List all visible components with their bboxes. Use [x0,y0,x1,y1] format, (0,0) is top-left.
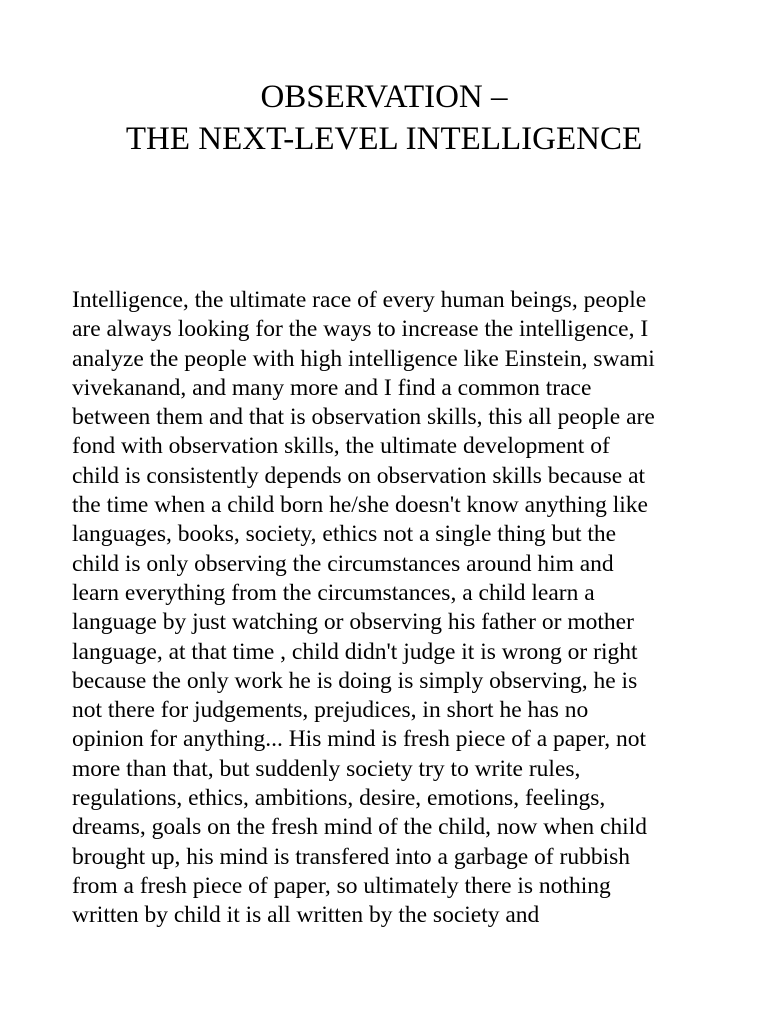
title-line-2: THE NEXT-LEVEL INTELLIGENCE [125,121,643,157]
body-line-18: regulations, ethics, ambitions, desire, emotions, feelings, [72,785,606,812]
body-line-1: Intelligence, the ultimate race of every human beings, people [72,287,647,313]
body-line-16: opinion for anything... His mind is fresh piece of a paper, not [72,726,647,753]
body-line-2: are always looking for the ways to increase the intelligence, I [72,316,649,343]
body-line-5: between them and that is observation skills, this all people are [72,404,655,431]
body-line-11: learn everything from the circumstances, a child learn a [72,579,595,606]
title-line-1: OBSERVATION – [260,79,508,115]
body-line-15: not there for judgements, prejudices, in short he has no [72,697,589,724]
body-line-19: dreams, goals on the fresh mind of the child, now when child [72,814,647,841]
body-line-10: child is only observing the circumstances around him and [72,550,614,577]
document-title [0,76,768,160]
body-line-4: vivekanand, and many more and I find a common trace [72,374,592,401]
body-line-12: language by just watching or observing his father or mother [72,609,634,636]
body-line-8: the time when a child born he/she doesn't know anything like [72,492,648,519]
body-line-13: language, at that time , child didn't judge it is wrong or right [72,638,638,665]
body-line-3: analyze the people with high intelligence like Einstein, swami [72,345,655,372]
body-paragraph [72,286,712,931]
body-line-7: child is consistently depends on observation skills because at [72,462,646,489]
body-line-22: written by child it is all written by the society and [72,902,540,929]
body-line-20: brought up, his mind is transfered into a garbage of rubbish [72,843,631,870]
body-line-17: more than that, but suddenly society try to write rules, [72,755,581,782]
body-line-14: because the only work he is doing is simply observing, he is [72,667,638,694]
body-line-9: languages, books, society, ethics not a single thing but the [72,521,617,548]
body-line-21: from a fresh piece of paper, so ultimately there is nothing [72,872,611,899]
body-line-6: fond with observation skills, the ultimate development of [72,433,610,460]
